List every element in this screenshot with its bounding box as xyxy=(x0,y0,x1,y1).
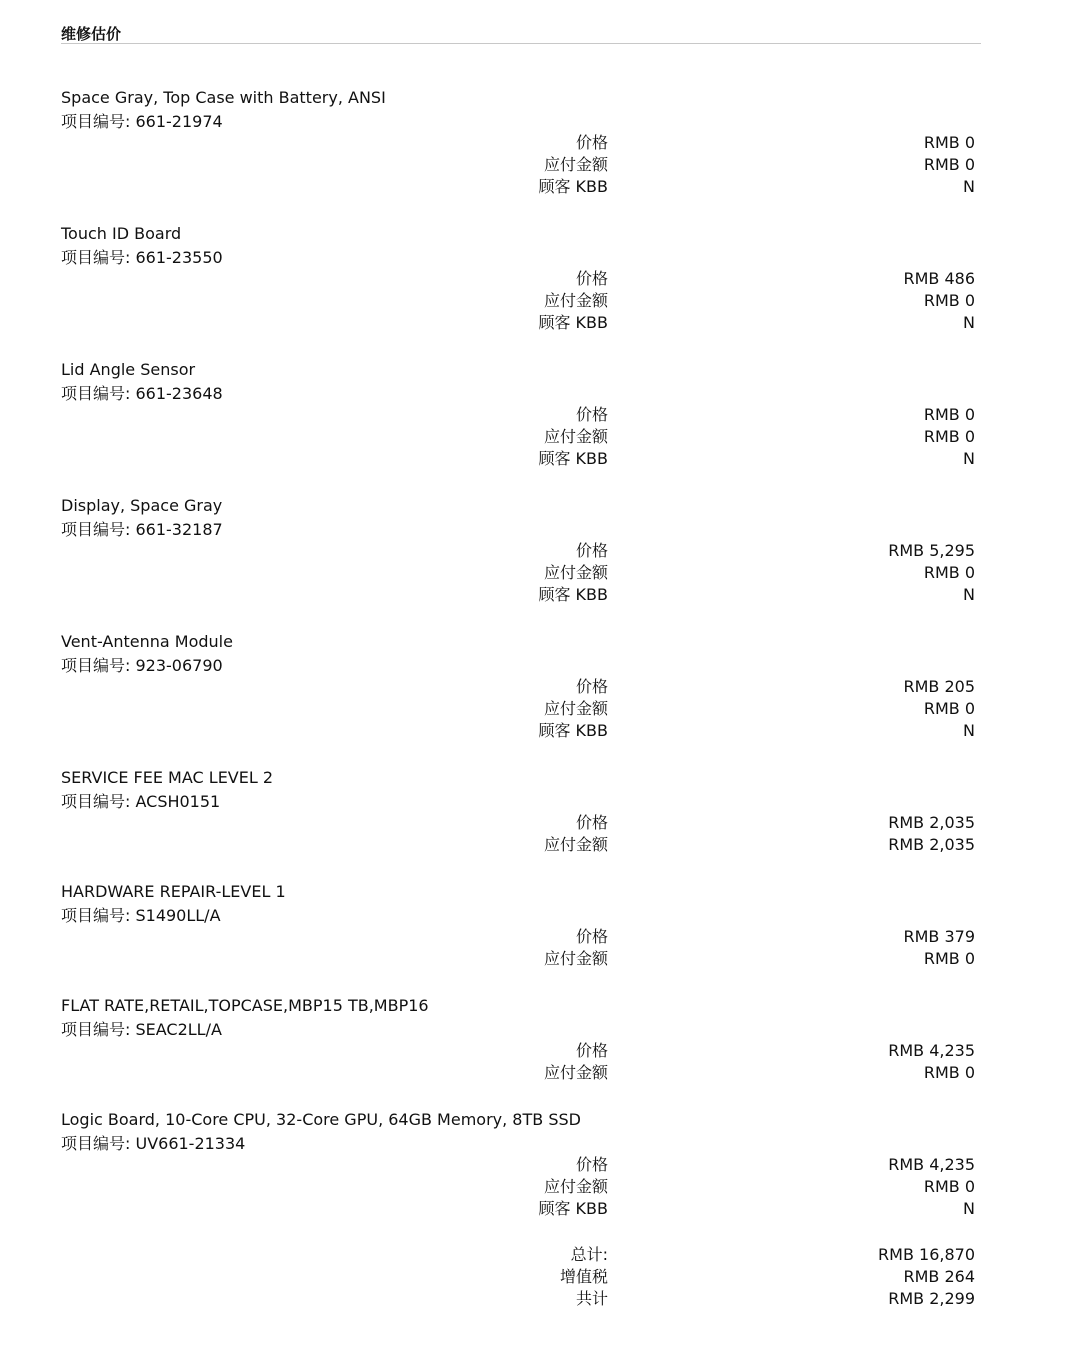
price-row xyxy=(61,1062,975,1084)
total-row xyxy=(61,1244,975,1266)
price-row-label: 价格 xyxy=(575,677,608,696)
price-row-value: N xyxy=(963,1199,975,1218)
item-number: 项目编号: SEAC2LL/A xyxy=(61,1020,222,1039)
price-row-label: 价格 xyxy=(575,1041,608,1060)
price-row-label: 价格 xyxy=(575,927,608,946)
price-row xyxy=(61,312,975,334)
estimate-item xyxy=(61,630,975,742)
total-row xyxy=(61,1266,975,1288)
price-row-value: RMB 0 xyxy=(923,133,975,152)
price-row-value: RMB 4,235 xyxy=(888,1155,975,1174)
total-row-value: RMB 264 xyxy=(903,1267,975,1286)
price-row xyxy=(61,698,975,720)
price-row xyxy=(61,1154,975,1176)
price-row-value: N xyxy=(963,721,975,740)
item-name: SERVICE FEE MAC LEVEL 2 xyxy=(61,768,274,787)
price-row-value: RMB 0 xyxy=(923,405,975,424)
price-row-label: 顾客 KBB xyxy=(538,585,608,604)
item-name: HARDWARE REPAIR-LEVEL 1 xyxy=(61,882,286,901)
price-row xyxy=(61,404,975,426)
price-row xyxy=(61,176,975,198)
item-number: 项目编号: S1490LL/A xyxy=(61,906,221,925)
price-row xyxy=(61,948,975,970)
price-row xyxy=(61,426,975,448)
price-row-value: RMB 0 xyxy=(923,1177,975,1196)
item-name: Lid Angle Sensor xyxy=(61,360,196,379)
total-row-value: RMB 16,870 xyxy=(878,1245,975,1264)
price-row-label: 价格 xyxy=(575,813,608,832)
item-name: Display, Space Gray xyxy=(61,496,223,515)
price-row-label: 顾客 KBB xyxy=(538,449,608,468)
item-name: Touch ID Board xyxy=(61,224,182,243)
item-name: Logic Board, 10-Core CPU, 32-Core GPU, 64GB Memory, 8TB SSD xyxy=(61,1110,581,1129)
price-row-value: RMB 205 xyxy=(903,677,975,696)
price-row xyxy=(61,132,975,154)
item-name: Space Gray, Top Case with Battery, ANSI xyxy=(61,88,386,107)
price-row xyxy=(61,268,975,290)
price-row xyxy=(61,834,975,856)
title-divider xyxy=(61,43,981,44)
price-row-label: 顾客 KBB xyxy=(538,313,608,332)
price-row-value: RMB 0 xyxy=(923,699,975,718)
price-row-value: N xyxy=(963,449,975,468)
price-row-value: RMB 0 xyxy=(923,949,975,968)
estimate-item-list xyxy=(61,86,975,1310)
item-number: 项目编号: 661-32187 xyxy=(61,520,223,539)
price-row-label: 应付金额 xyxy=(543,563,608,582)
item-number: 项目编号: 923-06790 xyxy=(61,656,223,675)
price-row-label: 应付金额 xyxy=(543,1177,608,1196)
item-number: 项目编号: 661-23550 xyxy=(61,248,223,267)
price-row-value: N xyxy=(963,313,975,332)
price-row-label: 价格 xyxy=(575,133,608,152)
price-row xyxy=(61,720,975,742)
total-row-label: 总计: xyxy=(570,1245,608,1264)
total-row-value: RMB 2,299 xyxy=(888,1289,975,1308)
price-row xyxy=(61,676,975,698)
price-row xyxy=(61,154,975,176)
page-title: 维修估价 xyxy=(61,25,122,43)
estimate-item xyxy=(61,880,975,970)
price-row-value: N xyxy=(963,177,975,196)
price-row-value: RMB 0 xyxy=(923,1063,975,1082)
price-row-value: RMB 379 xyxy=(903,927,975,946)
price-row xyxy=(61,1040,975,1062)
price-row-value: RMB 2,035 xyxy=(888,835,975,854)
estimate-item xyxy=(61,494,975,606)
item-number: 项目编号: UV661-21334 xyxy=(61,1134,246,1153)
price-row-label: 应付金额 xyxy=(543,949,608,968)
estimate-item xyxy=(61,994,975,1084)
total-row xyxy=(61,1288,975,1310)
price-row-label: 应付金额 xyxy=(543,155,608,174)
item-name: Vent-Antenna Module xyxy=(61,632,233,651)
price-row-value: N xyxy=(963,585,975,604)
price-row-label: 价格 xyxy=(575,541,608,560)
item-name: FLAT RATE,RETAIL,TOPCASE,MBP15 TB,MBP16 xyxy=(61,996,429,1015)
price-row-value: RMB 0 xyxy=(923,291,975,310)
price-row-value: RMB 2,035 xyxy=(888,813,975,832)
price-row-value: RMB 0 xyxy=(923,563,975,582)
price-row-label: 价格 xyxy=(575,405,608,424)
price-row-value: RMB 4,235 xyxy=(888,1041,975,1060)
price-row-label: 顾客 KBB xyxy=(538,721,608,740)
price-row xyxy=(61,584,975,606)
item-number: 项目编号: ACSH0151 xyxy=(61,792,221,811)
price-row xyxy=(61,1198,975,1220)
price-row-label: 顾客 KBB xyxy=(538,177,608,196)
price-row xyxy=(61,926,975,948)
totals-summary xyxy=(61,1244,975,1310)
price-row-label: 顾客 KBB xyxy=(538,1199,608,1218)
estimate-item xyxy=(61,766,975,856)
price-row-label: 应付金额 xyxy=(543,835,608,854)
price-row-label: 价格 xyxy=(575,1155,608,1174)
estimate-item xyxy=(61,358,975,470)
item-number: 项目编号: 661-23648 xyxy=(61,384,223,403)
estimate-item xyxy=(61,86,975,198)
price-row-label: 应付金额 xyxy=(543,427,608,446)
total-row-label: 增值税 xyxy=(559,1267,608,1286)
price-row-value: RMB 486 xyxy=(903,269,975,288)
price-row xyxy=(61,562,975,584)
item-number: 项目编号: 661-21974 xyxy=(61,112,223,131)
price-row xyxy=(61,812,975,834)
estimate-item xyxy=(61,1108,975,1220)
price-row-value: RMB 0 xyxy=(923,155,975,174)
estimate-item xyxy=(61,222,975,334)
price-row xyxy=(61,290,975,312)
price-row xyxy=(61,1176,975,1198)
price-row xyxy=(61,540,975,562)
price-row-label: 应付金额 xyxy=(543,1063,608,1082)
price-row-value: RMB 0 xyxy=(923,427,975,446)
price-row-label: 价格 xyxy=(575,269,608,288)
price-row xyxy=(61,448,975,470)
price-row-value: RMB 5,295 xyxy=(888,541,975,560)
total-row-label: 共计 xyxy=(575,1289,608,1308)
price-row-label: 应付金额 xyxy=(543,291,608,310)
price-row-label: 应付金额 xyxy=(543,699,608,718)
